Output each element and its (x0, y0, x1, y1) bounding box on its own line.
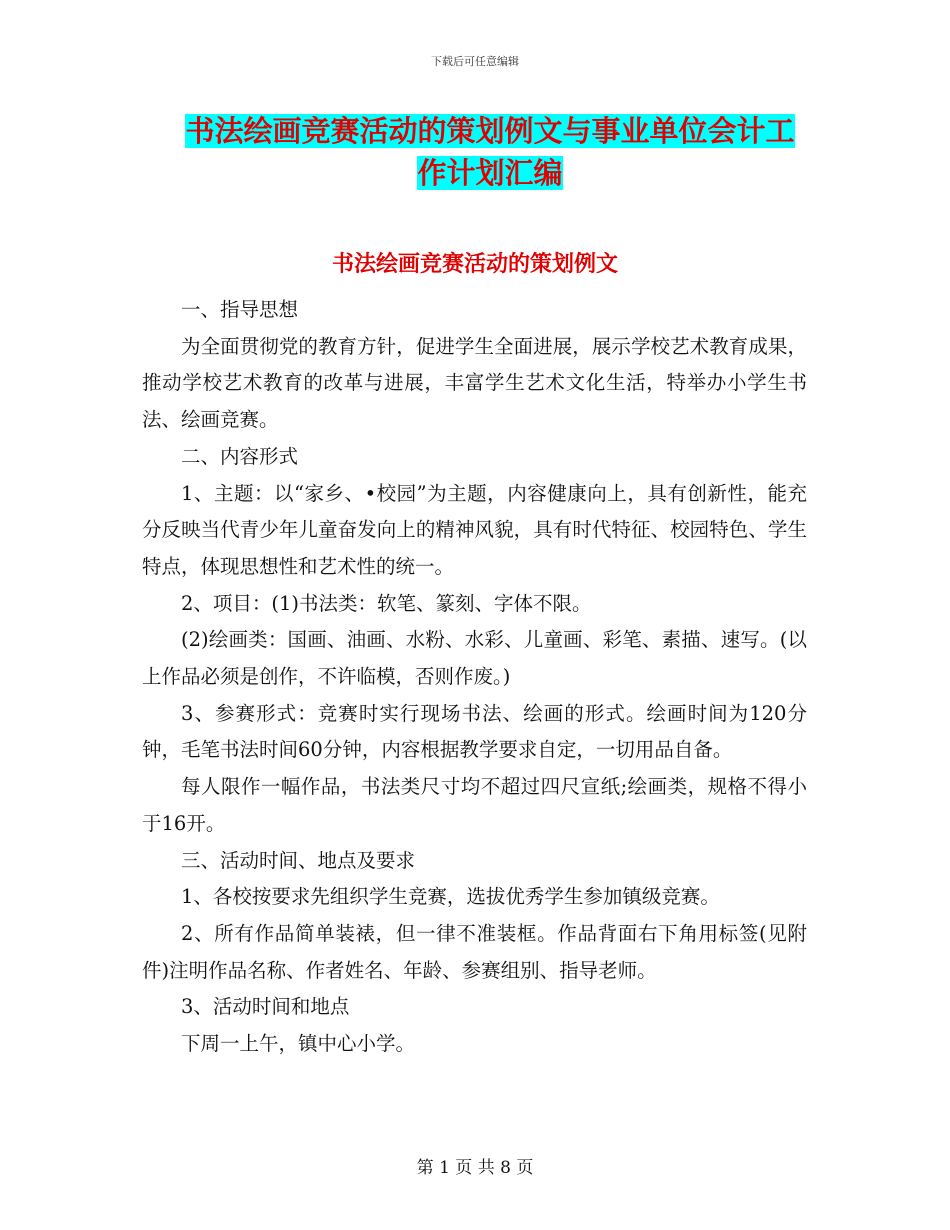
paragraph: 3、参赛形式：竞赛时实行现场书法、绘画的形式。绘画时间为120分钟，毛笔书法时间60分钟，内容根据教学要求自定，一切用品自备。 (142, 701, 807, 762)
paragraph: 每人限作一幅作品，书法类尺寸均不超过四尺宣纸;绘画类，规格不得小于16开。 (142, 775, 807, 835)
paragraph: 3、活动时间和地点 (181, 995, 350, 1019)
heading-time-place: 三、活动时间、地点及要求 (181, 848, 416, 872)
paragraph: 为全面贯彻党的教育方针，促进学生全面进展，展示学校艺术教育成果，推动学校艺术教育的改革与进展，丰富学生艺术文化生活，特举办小学生书法、绘画竞赛。 (142, 334, 807, 432)
paragraph: 2、所有作品简单装裱，但一律不准装框。作品背面右下角用标签(见附件)注明作品名称、作者姓名、年龄、参赛组别、指导老师。 (142, 921, 807, 982)
document-title-text: 书法绘画竞赛活动的策划例文与事业单位会计工作计划汇编 (185, 114, 795, 190)
paragraph: 2、项目：(1)书法类：软笔、篆刻、字体不限。 (181, 591, 592, 615)
heading-guiding-idea: 一、指导思想 (181, 298, 299, 321)
body-text (142, 292, 807, 1063)
paragraph: (2)绘画类：国画、油画、水粉、水彩、儿童画、彩笔、素描、速写。(以上作品必须是创作，不许临模，否则作废。) (142, 628, 807, 689)
paragraph: 1、各校按要求先组织学生竞赛，选拔优秀学生参加镇级竞赛。 (181, 885, 720, 909)
page-header-note: 下载后可任意编辑 (431, 55, 519, 68)
section-title: 书法绘画竞赛活动的策划例文 (331, 251, 618, 277)
page-number: 第 1 页 共 8 页 (416, 1158, 534, 1178)
paragraph: 下周一上午，镇中心小学。 (181, 1032, 416, 1056)
paragraph: 1、主题：以“家乡、•校园”为主题，内容健康向上，具有创新性，能充分反映当代青少年儿童奋发向上的精神风貌，具有时代特征、校园特色、学生特点，体现思想性和艺术性的统一。 (142, 481, 807, 578)
heading-content-form: 二、内容形式 (181, 444, 299, 468)
document-title (180, 110, 800, 194)
